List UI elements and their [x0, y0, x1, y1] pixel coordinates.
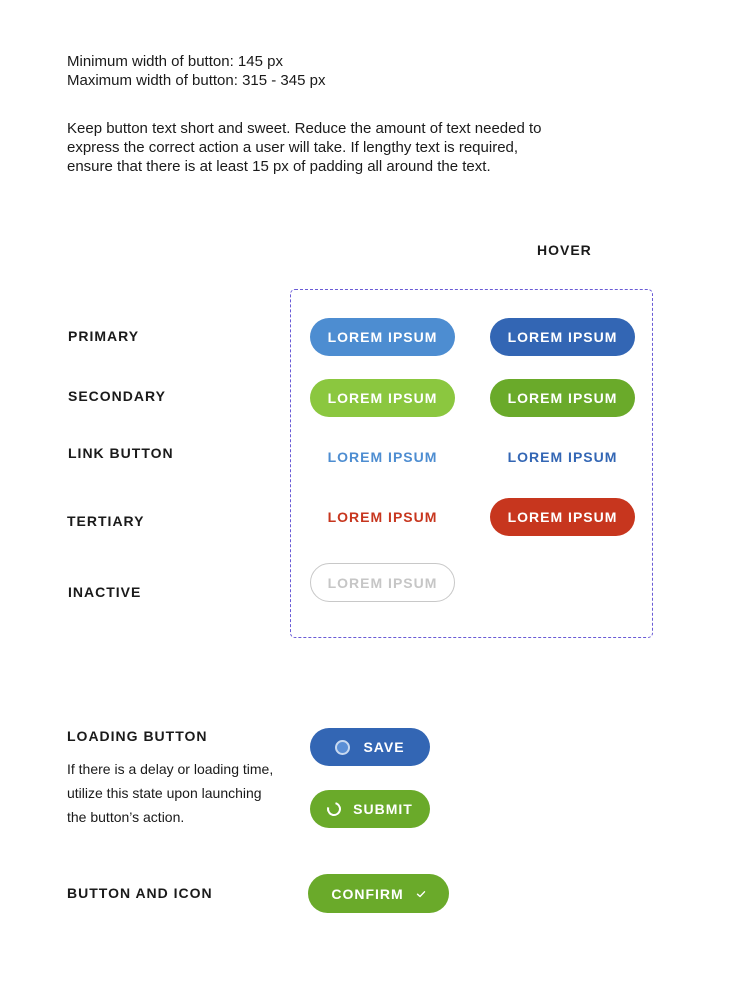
confirm-button-label: CONFIRM: [331, 885, 404, 902]
secondary-button-hover[interactable]: LOREM IPSUM: [490, 379, 635, 417]
button-width-spec: [67, 52, 325, 90]
confirm-button[interactable]: [308, 874, 449, 913]
min-width-text: Minimum width of button: 145 px: [67, 53, 283, 70]
hover-column-header: HOVER: [537, 242, 592, 258]
row-label-secondary: SECONDARY: [68, 388, 166, 404]
button-text-guidance: Keep button text short and sweet. Reduce the amount of text needed to express the correct action a user will take. If lengthy text is required, ensure that there is at least 15 px of padding all around the text.: [67, 120, 542, 175]
save-button-label: SAVE: [363, 739, 405, 755]
submit-button-label: SUBMIT: [353, 801, 413, 817]
loading-button-title: LOADING BUTTON: [67, 728, 208, 744]
row-label-inactive: INACTIVE: [68, 584, 142, 600]
tertiary-button-hover[interactable]: LOREM IPSUM: [490, 498, 635, 536]
link-button-hover[interactable]: LOREM IPSUM: [490, 438, 635, 476]
row-label-primary: PRIMARY: [68, 328, 140, 344]
checkmark-icon: [416, 889, 426, 899]
tertiary-button[interactable]: LOREM IPSUM: [310, 498, 455, 536]
row-label-link-button: LINK BUTTON: [68, 445, 174, 461]
secondary-button[interactable]: LOREM IPSUM: [310, 379, 455, 417]
inactive-button: LOREM IPSUM: [310, 563, 455, 602]
loading-ring-icon: [325, 799, 344, 818]
save-button[interactable]: [310, 728, 430, 766]
loading-spinner-icon: [335, 740, 350, 755]
link-button[interactable]: LOREM IPSUM: [310, 438, 455, 476]
submit-button[interactable]: [310, 790, 430, 828]
primary-button[interactable]: LOREM IPSUM: [310, 318, 455, 356]
row-label-tertiary: TERTIARY: [67, 513, 145, 529]
loading-button-description: If there is a delay or loading time, utilize this state upon launching the button’s action.: [67, 761, 274, 825]
button-and-icon-title: BUTTON AND ICON: [67, 885, 213, 901]
max-width-text: Maximum width of button: 315 - 345 px: [67, 72, 326, 89]
primary-button-hover[interactable]: LOREM IPSUM: [490, 318, 635, 356]
